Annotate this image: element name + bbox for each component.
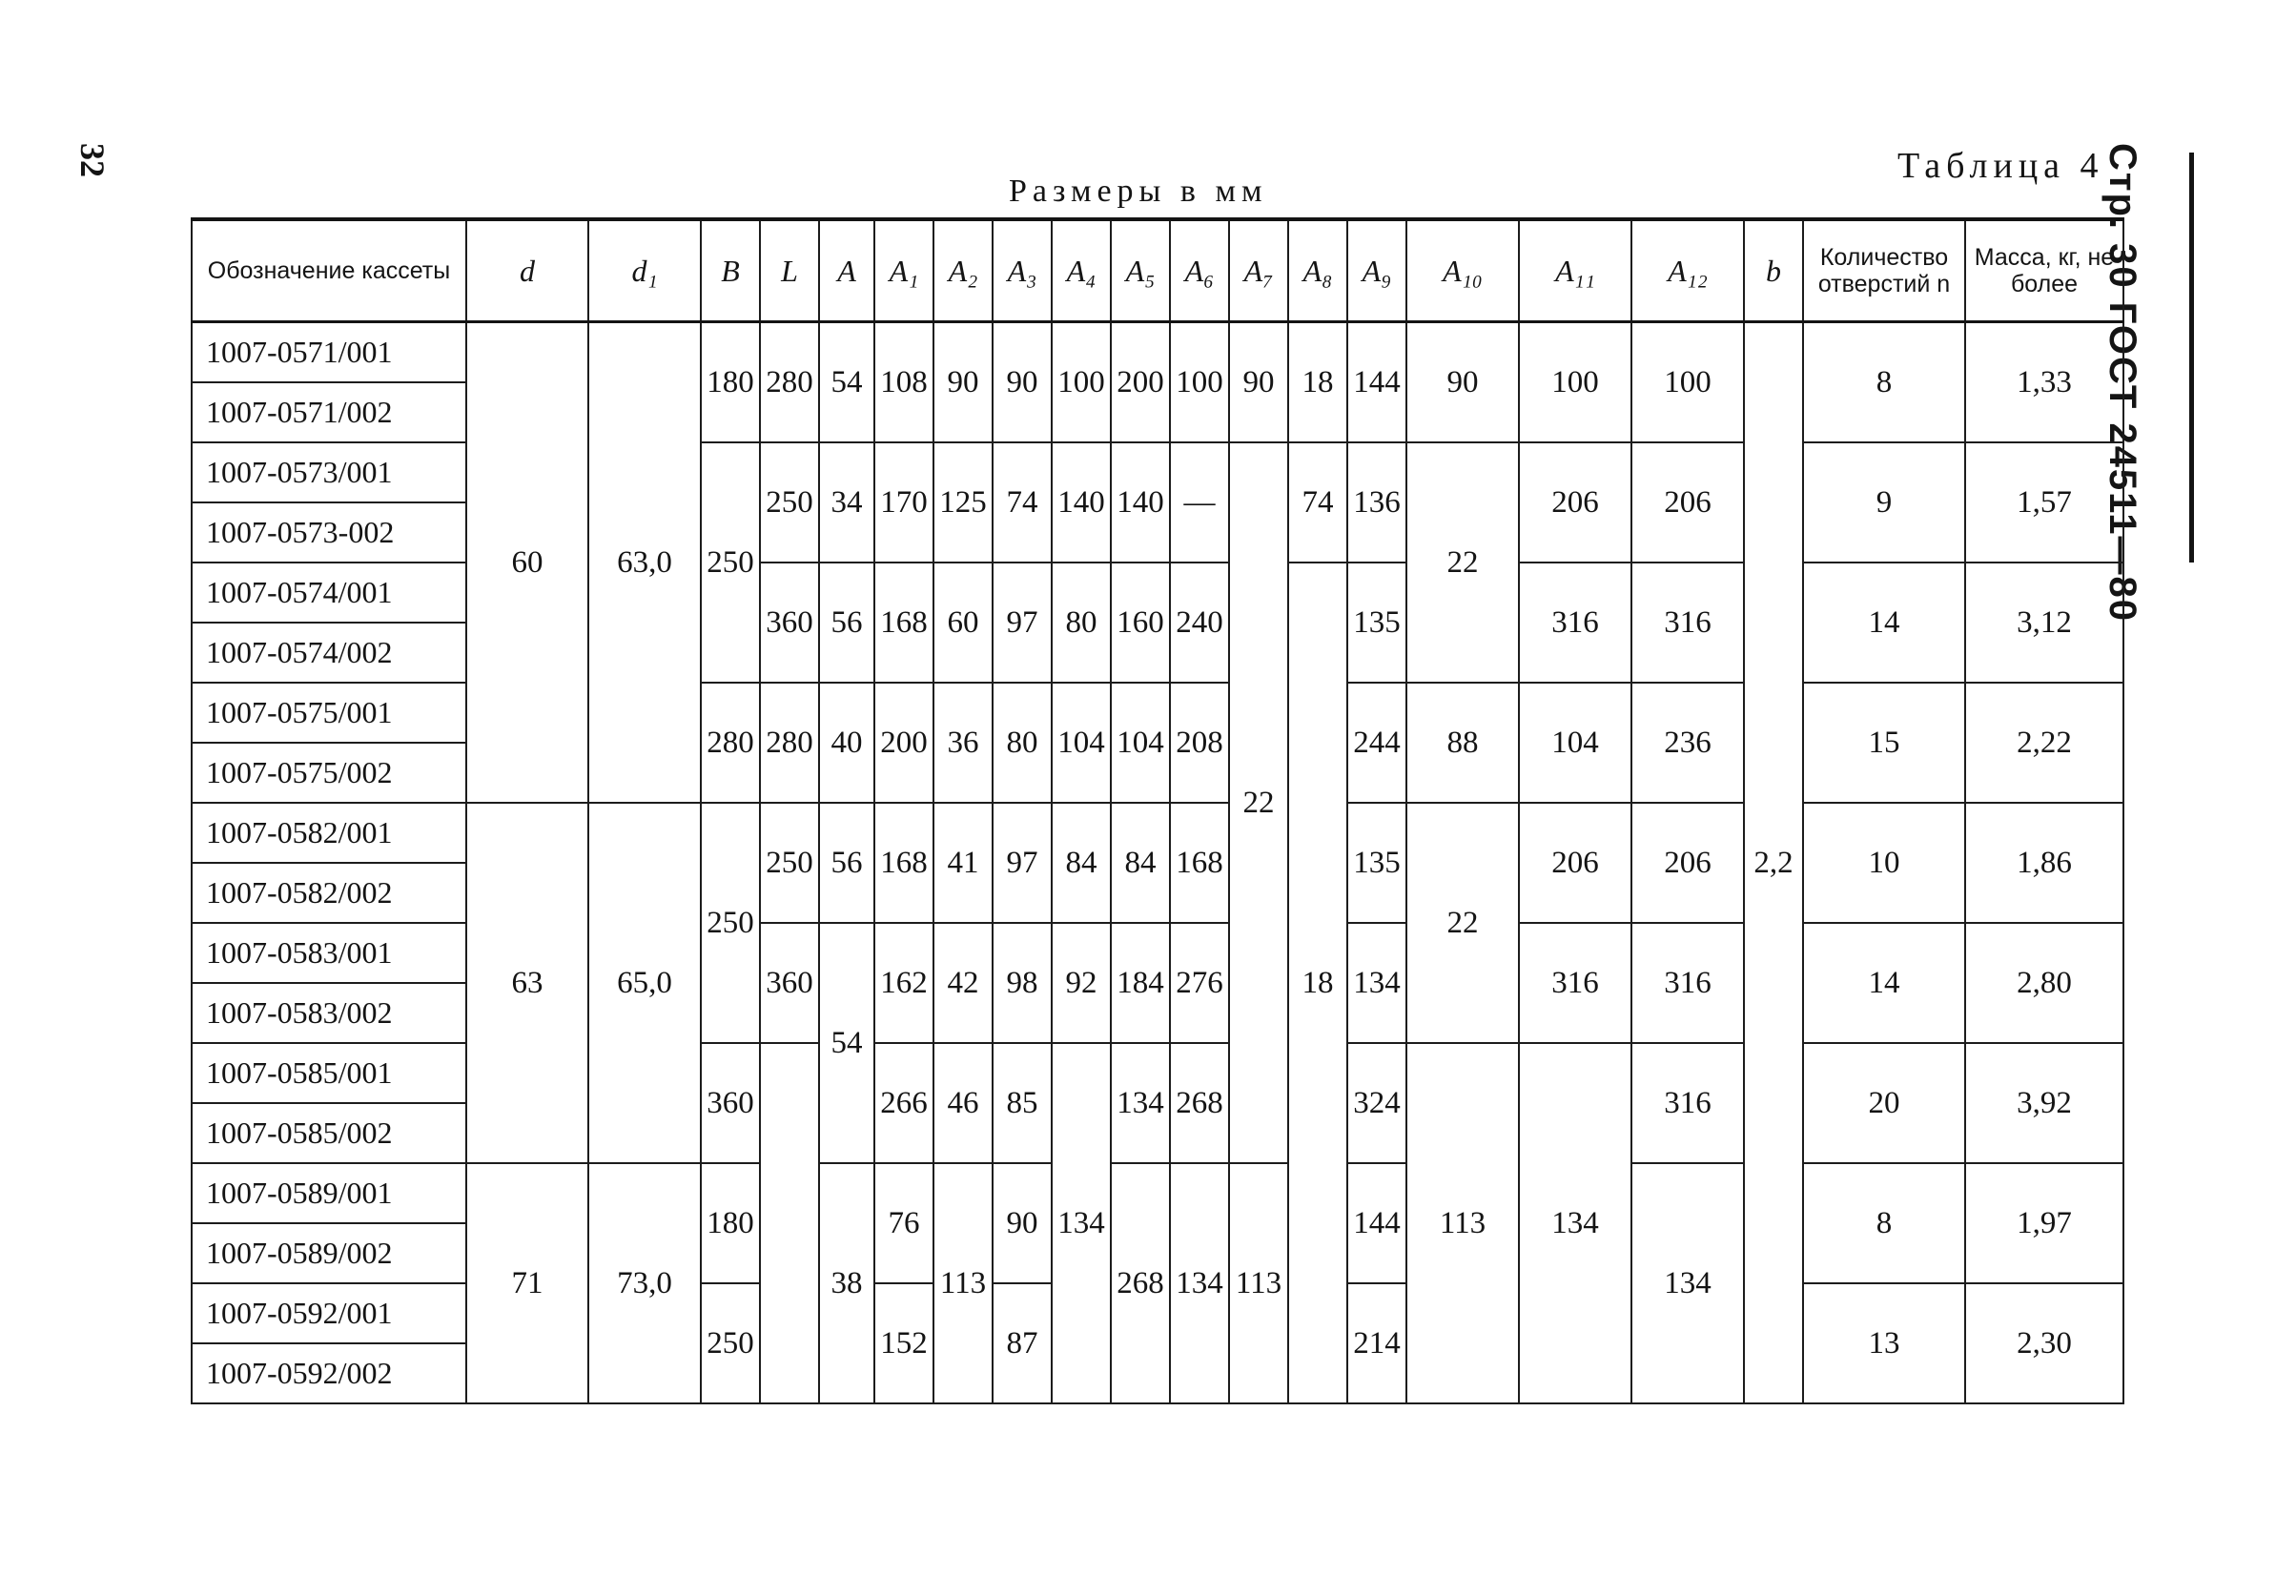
cell-b: 280 bbox=[701, 683, 760, 803]
cell-mass: 2,30 bbox=[1965, 1283, 2123, 1403]
cell-d1: 65,0 bbox=[588, 803, 701, 1163]
cell-a4: 134 bbox=[1052, 1043, 1111, 1403]
cell-a1: 108 bbox=[874, 322, 933, 443]
cell-a9: 324 bbox=[1347, 1043, 1406, 1163]
cell-a12: 206 bbox=[1631, 803, 1744, 923]
cassette-dimensions-table bbox=[191, 217, 2124, 1404]
cell-a5: 104 bbox=[1111, 683, 1170, 803]
cassette-designation: 1007-0574/002 bbox=[192, 623, 466, 683]
cell-a5: 160 bbox=[1111, 563, 1170, 683]
cell-b: 360 bbox=[701, 1043, 760, 1163]
cell-holes: 14 bbox=[1803, 923, 1965, 1043]
cell-a12: 134 bbox=[1631, 1163, 1744, 1403]
header-d1: d₁ bbox=[588, 219, 701, 322]
cassette-designation: 1007-0589/002 bbox=[192, 1223, 466, 1283]
cell-a4: 140 bbox=[1052, 442, 1111, 563]
header-A1: A₁ bbox=[874, 219, 933, 322]
cell-b: 180 bbox=[701, 1163, 760, 1283]
cell-a12: 316 bbox=[1631, 923, 1744, 1043]
cell-holes: 8 bbox=[1803, 322, 1965, 443]
cell-a5: 134 bbox=[1111, 1043, 1170, 1163]
cell-holes: 14 bbox=[1803, 563, 1965, 683]
cassette-designation: 1007-0592/002 bbox=[192, 1343, 466, 1403]
cell-a4: 80 bbox=[1052, 563, 1111, 683]
cell-a10: 22 bbox=[1406, 803, 1519, 1043]
cassette-designation: 1007-0583/001 bbox=[192, 923, 466, 983]
cell-a2: 41 bbox=[933, 803, 993, 923]
cell-a9: 135 bbox=[1347, 803, 1406, 923]
cell-a6: 240 bbox=[1170, 563, 1229, 683]
cell-holes: 10 bbox=[1803, 803, 1965, 923]
cell-holes: 9 bbox=[1803, 442, 1965, 563]
cell-a4: 104 bbox=[1052, 683, 1111, 803]
cell-a1: 200 bbox=[874, 683, 933, 803]
cell-a2: 60 bbox=[933, 563, 993, 683]
cell-b: 180 bbox=[701, 322, 760, 443]
cell-a9: 144 bbox=[1347, 1163, 1406, 1283]
cell-a3: 80 bbox=[993, 683, 1052, 803]
cell-a5: 184 bbox=[1111, 923, 1170, 1043]
header-A8: A₈ bbox=[1288, 219, 1347, 322]
cell-a8: 18 bbox=[1288, 563, 1347, 1403]
cell-a5: 140 bbox=[1111, 442, 1170, 563]
cell-d1: 63,0 bbox=[588, 322, 701, 804]
header-A3: A₃ bbox=[993, 219, 1052, 322]
cassette-designation: 1007-0585/002 bbox=[192, 1103, 466, 1163]
cell-a1: 76 bbox=[874, 1163, 933, 1283]
cell-a9: 135 bbox=[1347, 563, 1406, 683]
cell-a10: 88 bbox=[1406, 683, 1519, 803]
cell-a3: 87 bbox=[993, 1283, 1052, 1403]
header-A7: A₇ bbox=[1229, 219, 1288, 322]
cell-a6: 268 bbox=[1170, 1043, 1229, 1163]
cell-a2: 46 bbox=[933, 1043, 993, 1163]
cell-a5: 200 bbox=[1111, 322, 1170, 443]
cell-l: 360 bbox=[760, 563, 819, 683]
cell-a9: 244 bbox=[1347, 683, 1406, 803]
cell-a10: 90 bbox=[1406, 322, 1519, 443]
table-row bbox=[192, 1163, 2123, 1223]
cell-l: 280 bbox=[760, 683, 819, 803]
cell-a: 40 bbox=[819, 683, 874, 803]
cell-a6: 100 bbox=[1170, 322, 1229, 443]
cell-l: 250 bbox=[760, 803, 819, 923]
cell-a5: 268 bbox=[1111, 1163, 1170, 1403]
cell-l: 360 bbox=[760, 923, 819, 1043]
cell-a11: 316 bbox=[1519, 923, 1631, 1043]
cell-a5: 84 bbox=[1111, 803, 1170, 923]
cell-a4: 100 bbox=[1052, 322, 1111, 443]
cell-a: 56 bbox=[819, 803, 874, 923]
cell-mass: 2,22 bbox=[1965, 683, 2123, 803]
cell-a4: 92 bbox=[1052, 923, 1111, 1043]
cassette-designation: 1007-0574/001 bbox=[192, 563, 466, 623]
cell-a7: 113 bbox=[1229, 1163, 1288, 1403]
units-caption: Размеры в мм bbox=[1009, 174, 1268, 209]
cell-a10: 22 bbox=[1406, 442, 1519, 683]
cell-a3: 90 bbox=[993, 1163, 1052, 1283]
cell-mass: 3,12 bbox=[1965, 563, 2123, 683]
cell-a12: 316 bbox=[1631, 563, 1744, 683]
cell-d: 71 bbox=[466, 1163, 588, 1403]
cell-a12: 206 bbox=[1631, 442, 1744, 563]
cell-a3: 97 bbox=[993, 803, 1052, 923]
cell-a11: 316 bbox=[1519, 563, 1631, 683]
cell-a: 38 bbox=[819, 1163, 874, 1403]
cell-a1: 168 bbox=[874, 803, 933, 923]
cell-mass: 2,80 bbox=[1965, 923, 2123, 1043]
cell-a: 54 bbox=[819, 322, 874, 443]
cell-a2: 125 bbox=[933, 442, 993, 563]
cell-a1: 170 bbox=[874, 442, 933, 563]
cell-a1: 162 bbox=[874, 923, 933, 1043]
cell-d: 63 bbox=[466, 803, 588, 1163]
cell-a9: 136 bbox=[1347, 442, 1406, 563]
cell-a6: 134 bbox=[1170, 1163, 1229, 1403]
cell-a8: 74 bbox=[1288, 442, 1347, 563]
cell-a6: 168 bbox=[1170, 803, 1229, 923]
cell-a1: 152 bbox=[874, 1283, 933, 1403]
cell-a11: 100 bbox=[1519, 322, 1631, 443]
cell-d1: 73,0 bbox=[588, 1163, 701, 1403]
header-A6: A₆ bbox=[1170, 219, 1229, 322]
header-A5: A₅ bbox=[1111, 219, 1170, 322]
cassette-designation: 1007-0585/001 bbox=[192, 1043, 466, 1103]
cell-holes: 8 bbox=[1803, 1163, 1965, 1283]
cell-l bbox=[760, 1043, 819, 1403]
cassette-designation: 1007-0571/002 bbox=[192, 382, 466, 442]
cell-d: 60 bbox=[466, 322, 588, 804]
cassette-designation: 1007-0589/001 bbox=[192, 1163, 466, 1223]
cell-l: 280 bbox=[760, 322, 819, 443]
header-L: L bbox=[760, 219, 819, 322]
cell-a: 56 bbox=[819, 563, 874, 683]
cell-a3: 98 bbox=[993, 923, 1052, 1043]
cell-a3: 97 bbox=[993, 563, 1052, 683]
header-holes: Количество отверстий n bbox=[1803, 219, 1965, 322]
cassette-designation: 1007-0575/002 bbox=[192, 743, 466, 803]
cell-a2: 36 bbox=[933, 683, 993, 803]
page-number: 32 bbox=[73, 143, 112, 177]
cell-b: 250 bbox=[701, 803, 760, 1043]
cell-a12: 316 bbox=[1631, 1043, 1744, 1163]
cell-mass: 1,97 bbox=[1965, 1163, 2123, 1283]
side-header-rule bbox=[2189, 153, 2194, 563]
cassette-designation: 1007-0573/001 bbox=[192, 442, 466, 502]
cassette-designation: 1007-0573-002 bbox=[192, 502, 466, 563]
header-b: b bbox=[1744, 219, 1803, 322]
header-B: B bbox=[701, 219, 760, 322]
cell-a6: — bbox=[1170, 442, 1229, 563]
header-d: d bbox=[466, 219, 588, 322]
header-A11: A₁₁ bbox=[1519, 219, 1631, 322]
cell-a11: 206 bbox=[1519, 442, 1631, 563]
table-row bbox=[192, 322, 2123, 383]
cassette-designation: 1007-0592/001 bbox=[192, 1283, 466, 1343]
header-A10: A₁₀ bbox=[1406, 219, 1519, 322]
table-header-row bbox=[192, 219, 2123, 322]
cell-a11: 206 bbox=[1519, 803, 1631, 923]
cell-a2: 113 bbox=[933, 1163, 993, 1403]
cell-a12: 236 bbox=[1631, 683, 1744, 803]
cassette-designation: 1007-0582/001 bbox=[192, 803, 466, 863]
header-A: A bbox=[819, 219, 874, 322]
cell-b: 2,2 bbox=[1744, 322, 1803, 1404]
table-row bbox=[192, 803, 2123, 863]
cell-a12: 100 bbox=[1631, 322, 1744, 443]
cell-a7: 90 bbox=[1229, 322, 1288, 443]
cell-a3: 85 bbox=[993, 1043, 1052, 1163]
cell-a6: 276 bbox=[1170, 923, 1229, 1043]
cell-a1: 266 bbox=[874, 1043, 933, 1163]
cell-a9: 134 bbox=[1347, 923, 1406, 1043]
cell-a1: 168 bbox=[874, 563, 933, 683]
cell-mass: 1,33 bbox=[1965, 322, 2123, 443]
header-designation: Обозначение кассеты bbox=[192, 219, 466, 322]
cassette-designation: 1007-0582/002 bbox=[192, 863, 466, 923]
cell-a9: 144 bbox=[1347, 322, 1406, 443]
header-A9: A₉ bbox=[1347, 219, 1406, 322]
cell-a3: 90 bbox=[993, 322, 1052, 443]
table-caption: Таблица 4 bbox=[1897, 146, 2104, 186]
table-body bbox=[192, 322, 2123, 1404]
header-A12: A₁₂ bbox=[1631, 219, 1744, 322]
cell-mass: 1,57 bbox=[1965, 442, 2123, 563]
cell-a8: 18 bbox=[1288, 322, 1347, 443]
header-mass: Масса, кг, не более bbox=[1965, 219, 2123, 322]
cell-a4: 84 bbox=[1052, 803, 1111, 923]
cell-a: 34 bbox=[819, 442, 874, 563]
side-running-header: Стр. 30 ГОСТ 24511—80 bbox=[2101, 143, 2143, 623]
cell-a2: 90 bbox=[933, 322, 993, 443]
cell-holes: 13 bbox=[1803, 1283, 1965, 1403]
cell-a2: 42 bbox=[933, 923, 993, 1043]
cell-a: 54 bbox=[819, 923, 874, 1163]
cell-holes: 20 bbox=[1803, 1043, 1965, 1163]
cell-l: 250 bbox=[760, 442, 819, 563]
header-A4: A₄ bbox=[1052, 219, 1111, 322]
cell-a9: 214 bbox=[1347, 1283, 1406, 1403]
cell-a6: 208 bbox=[1170, 683, 1229, 803]
cell-a11: 104 bbox=[1519, 683, 1631, 803]
cassette-designation: 1007-0571/001 bbox=[192, 322, 466, 383]
cell-a11: 134 bbox=[1519, 1043, 1631, 1403]
cassette-designation: 1007-0575/001 bbox=[192, 683, 466, 743]
cell-a3: 74 bbox=[993, 442, 1052, 563]
cell-b: 250 bbox=[701, 1283, 760, 1403]
cassette-designation: 1007-0583/002 bbox=[192, 983, 466, 1043]
cell-b: 250 bbox=[701, 442, 760, 683]
cell-mass: 3,92 bbox=[1965, 1043, 2123, 1163]
cell-holes: 15 bbox=[1803, 683, 1965, 803]
cell-a10: 113 bbox=[1406, 1043, 1519, 1403]
cell-mass: 1,86 bbox=[1965, 803, 2123, 923]
cell-a7: 22 bbox=[1229, 442, 1288, 1163]
header-A2: A₂ bbox=[933, 219, 993, 322]
